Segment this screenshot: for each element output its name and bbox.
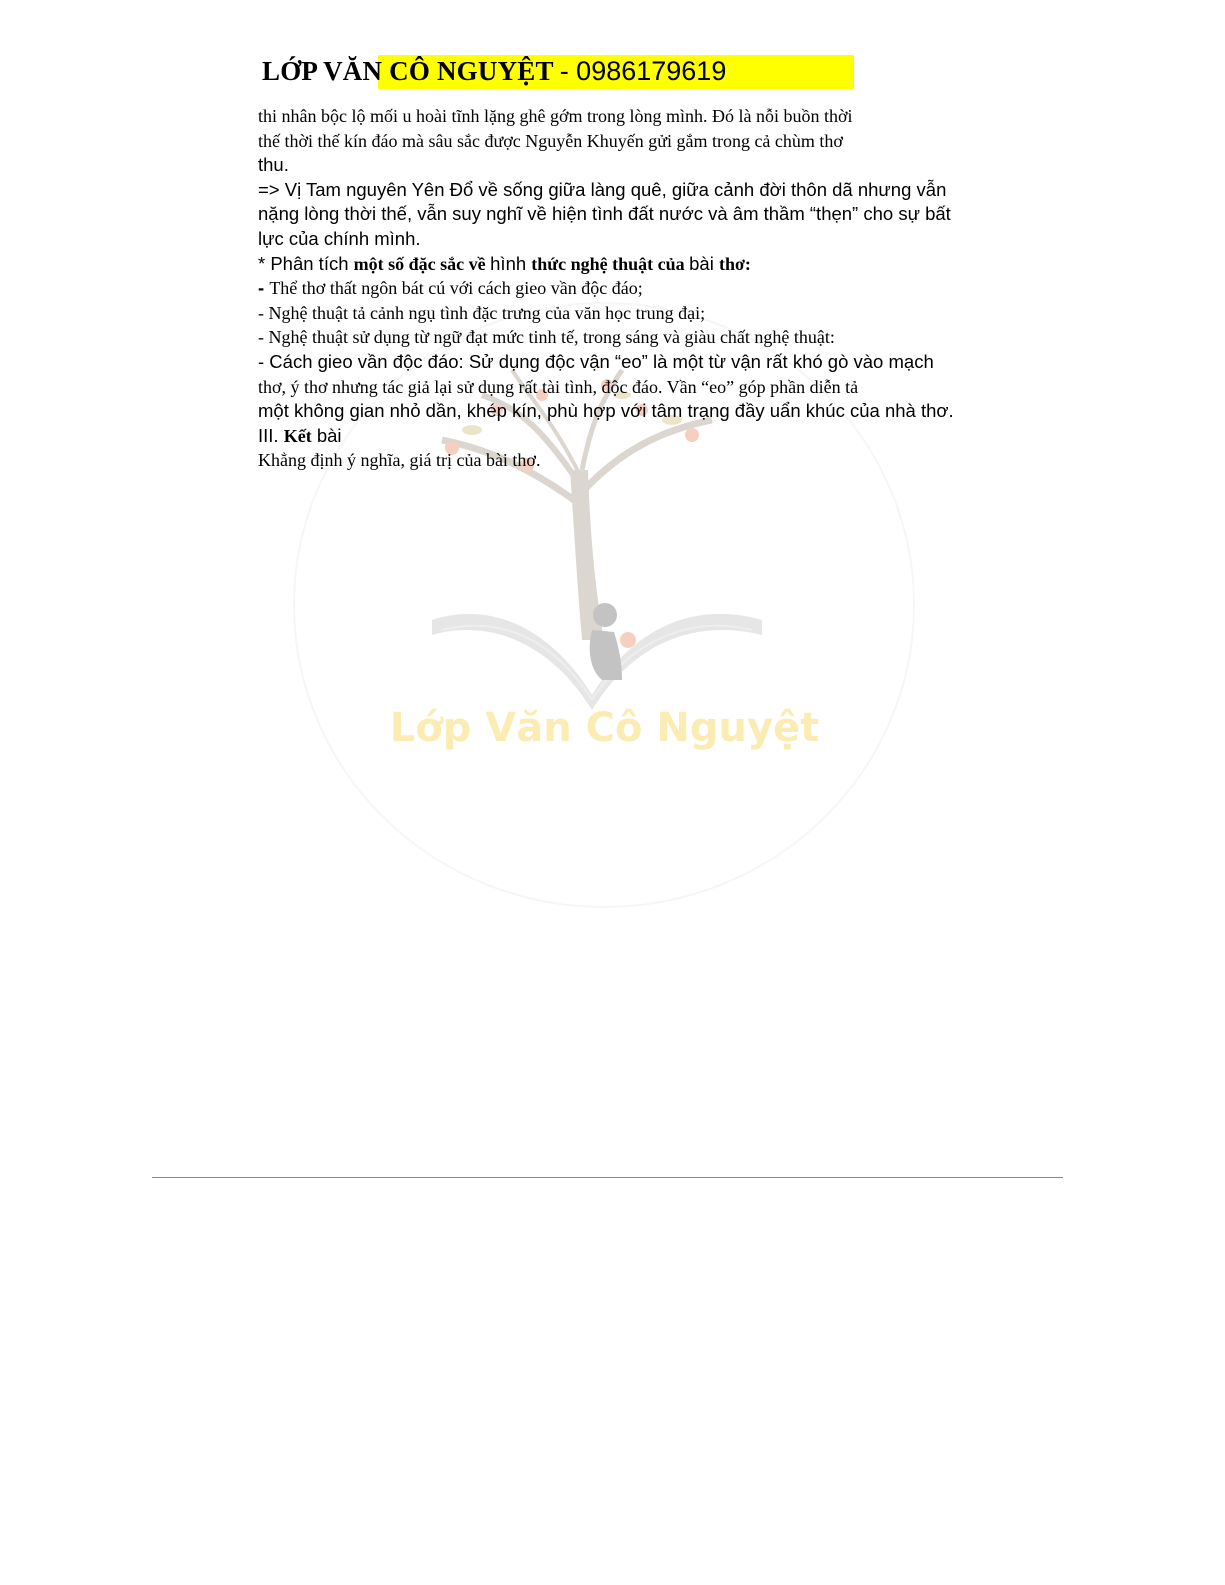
text-line: lực của chính mình. [258, 227, 421, 249]
text-line: thi nhân bộc lộ mối u hoài tĩnh lặng ghê gớm trong lòng mình. Đó là nỗi buồn thời [258, 106, 853, 126]
text-line: thu. [258, 154, 289, 176]
heading-bold: thơ: [718, 253, 751, 274]
text-line: một không gian nhỏ dần, khép kín, phù hợp với tâm trạng đầy uẩn khúc của nhà thơ. [258, 400, 954, 422]
section-rest: bài [311, 424, 342, 446]
text-line: nặng lòng thời thế, vẫn suy nghĩ về hiện tình đất nước và âm thầm “thẹn” cho sự bất [258, 203, 951, 225]
bullet-item: - Nghệ thuật tả cảnh ngụ tình đặc trưng của văn học trung đại; [258, 302, 706, 323]
header-phone: - 0986179619 [559, 55, 727, 86]
bullet-item: - Nghệ thuật sử dụng từ ngữ đạt mức tinh tế, trong sáng và giàu chất nghệ thuật: [258, 327, 835, 348]
header-title: LỚP VĂN CÔ NGUYỆT [262, 55, 554, 86]
heading-plain: bài [689, 252, 719, 274]
page-header [262, 52, 726, 90]
heading-bold: thức nghệ thuật của [531, 253, 690, 274]
bullet-text: Thể thơ thất ngôn bát cú với cách gieo vần độc đáo; [269, 278, 643, 299]
heading-bold: một số đặc sắc về [353, 253, 491, 274]
text-line: Khẳng định ý nghĩa, giá trị của bài thơ. [258, 450, 541, 471]
section-heading [258, 252, 1018, 277]
section-prefix: III. [258, 424, 284, 446]
bullet-item [258, 276, 1018, 301]
document-body [258, 104, 1018, 473]
bullet-item: - Cách gieo vần độc đáo: Sử dụng độc vận “eo” là một từ vận rất khó gò vào mạch [258, 350, 934, 372]
watermark-text: Lớp Văn Cô Nguyệt [389, 705, 820, 751]
page-divider [152, 1177, 1063, 1178]
heading-plain: hình [490, 252, 532, 274]
text-line: thơ, ý thơ nhưng tác giả lại sử dụng rất tài tình, độc đáo. Vần “eo” góp phần diễn tả [258, 376, 859, 397]
section-heading [258, 424, 1018, 449]
section-bold: Kết [283, 425, 312, 446]
text-line: => Vị Tam nguyên Yên Đổ về sống giữa làng quê, giữa cảnh đời thôn dã nhưng vẫn [258, 178, 947, 200]
bullet-dash: - [258, 277, 270, 299]
heading-prefix: * Phân tích [258, 252, 354, 274]
text-line: thế thời thế kín đáo mà sâu sắc được Nguyễn Khuyến gửi gắm trong cả chùm thơ [258, 130, 843, 151]
